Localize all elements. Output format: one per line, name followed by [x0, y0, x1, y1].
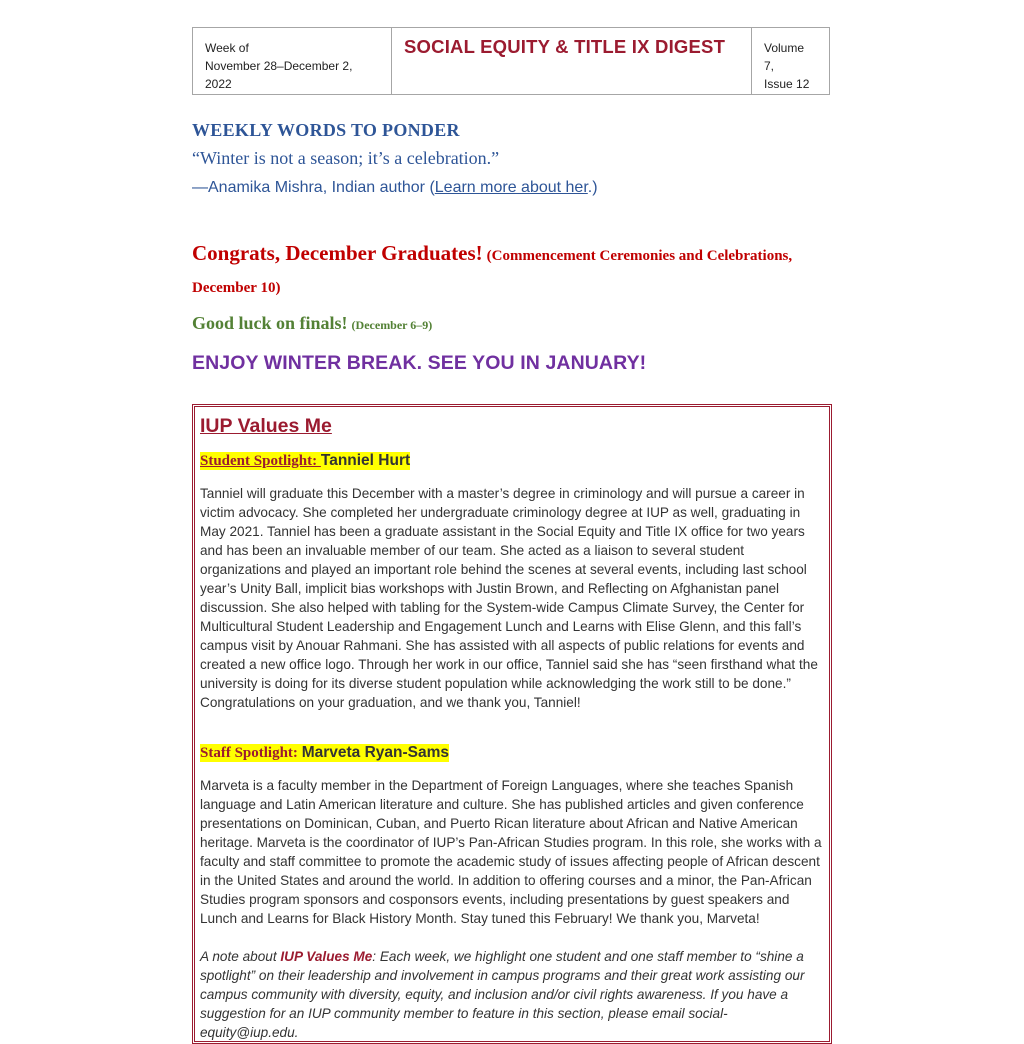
week-cell — [193, 28, 392, 94]
winter-break-banner: ENJOY WINTER BREAK. SEE YOU IN JANUARY! — [192, 352, 647, 374]
graduates-detail: (Commencement Ceremonies and Celebrations, December 10) — [192, 248, 793, 296]
ponder-heading: WEEKLY WORDS TO PONDER — [192, 120, 460, 140]
graduates-announcement — [192, 238, 832, 304]
ponder-attribution — [192, 179, 598, 197]
finals-detail: (December 6–9) — [351, 318, 433, 332]
staff-spotlight-label: Staff Spotlight: — [200, 745, 302, 761]
ponder-quote: “Winter is not a season; it’s a celebration.” — [192, 148, 500, 168]
student-spotlight-heading — [200, 452, 410, 470]
note-prefix: A note about — [200, 949, 281, 964]
values-me-box — [192, 404, 832, 1044]
title-cell — [392, 28, 752, 94]
newsletter-title: SOCIAL EQUITY & TITLE IX DIGEST — [404, 36, 726, 57]
staff-spotlight-heading — [200, 744, 449, 762]
attribution-suffix: .) — [587, 179, 598, 196]
issue-label: Issue 12 — [764, 77, 810, 91]
note-emphasis: IUP Values Me — [280, 949, 373, 964]
week-label: Week of — [205, 41, 249, 55]
finals-announcement — [192, 313, 432, 334]
week-range: November 28–December 2, 2022 — [205, 59, 353, 91]
learn-more-link[interactable]: Learn more about her — [434, 179, 588, 196]
values-me-title: IUP Values Me — [200, 415, 332, 437]
student-spotlight-label: Student Spotlight: — [200, 453, 321, 469]
finals-headline: Good luck on finals! — [192, 313, 348, 333]
staff-spotlight-name: Marveta Ryan-Sams — [301, 744, 450, 761]
graduates-headline: Congrats, December Graduates! — [192, 241, 483, 265]
masthead-table — [192, 27, 830, 95]
attribution-prefix: —Anamika Mishra, Indian author ( — [192, 179, 435, 196]
section-spacer — [200, 712, 824, 744]
issue-cell — [752, 28, 829, 94]
student-spotlight-name: Tanniel Hurt — [320, 452, 411, 469]
staff-spotlight-text: Marveta is a faculty member in the Department of Foreign Languages, where she teaches Spanish language and Latin American literature and culture. She has published articles and given conference presentations on Dominican, Cuban, and Puerto Rican literature about African and Native American heritage. Marveta is the coordinator of IUP’s Pan-African Studies program. In this role, she works with a faculty and staff committee to promote the academic study of issues affecting people of African descent in the United States and around the world. In addition to offering courses and a minor, the Pan-African Studies program sponsors and cosponsors events, including presentations by guest speakers and Lunch and Learns for Black History Month. Stay tuned this February! We thank you, Marveta! — [200, 778, 822, 926]
values-me-note — [200, 947, 824, 1042]
student-spotlight-text: Tanniel will graduate this December with a master’s degree in criminology and will pursue a career in victim advocacy. She completed her undergraduate criminology degree at IUP as well, graduating in May 2021. Tanniel has been a graduate assistant in the Social Equity and Title IX office for two years and has been an invaluable member of our team. She acted as a liaison to several student organizations and played an important role behind the scenes at several events, including last school year’s Unity Ball, implicit bias workshops with Justin Brown, and Reflecting on Afghanistan panel discussion. She also helped with tabling for the System-wide Campus Climate Survey, the Center for Multicultural Student Leadership and Engagement Lunch and Learns with Elise Glenn, and this fall’s campus visit by Anouar Rahmani. She has assisted with all aspects of public relations for events and created a new office logo. Through her work in our office, Tanniel said she has “seen firsthand what the university is doing for its diverse student population while acknowledging the work still to be done.” Congratulations on your graduation, and we thank you, Tanniel! — [200, 486, 818, 710]
note-text: : Each week, we highlight one student and one staff member to “shine a spotlight” on their leadership and involvement in campus programs and their great work assisting our campus community with diversity, equity, and inclusion and/or civil rights awareness. If you have a suggestion for an IUP community member to feature in this section, please email social-equity@iup.edu. — [200, 949, 805, 1040]
volume-label: Volume 7, — [764, 41, 805, 73]
